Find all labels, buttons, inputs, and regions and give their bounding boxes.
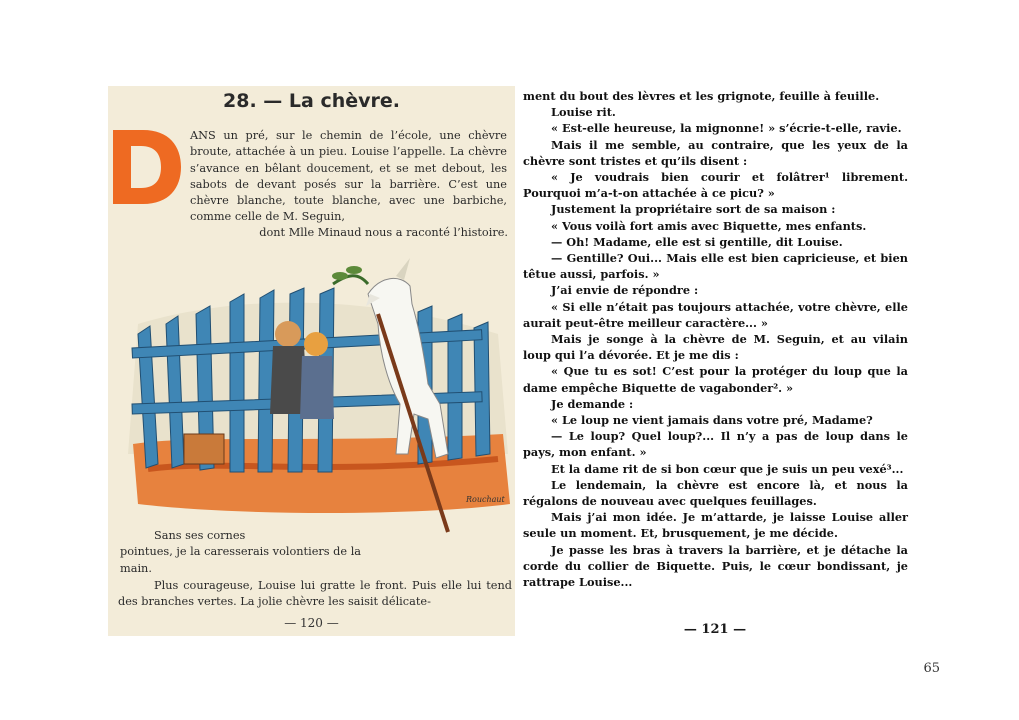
right-paragraph: Mais il me semble, au contraire, que les yeux de la chèvre sont tristes et qu’ils disent :: [523, 137, 908, 168]
right-paragraph: « Je voudrais bien courir et folâtrer¹ librement. Pourquoi m’a-t-on attachée à ce picu? »: [523, 170, 908, 201]
right-paragraph: « Si elle n’était pas toujours attachée, votre chèvre, elle aurait peut-être meilleur caractère... »: [523, 299, 908, 330]
right-paragraph: — Gentille? Oui... Mais elle est bien capricieuse, et bien têtue aussi, parfois. »: [523, 251, 908, 282]
chapter-title: 28. — La chèvre.: [223, 90, 400, 112]
page-number: 65: [923, 661, 940, 676]
right-paragraph: « Est-elle heureuse, la mignonne! » s’écrie-t-elle, ravie.: [551, 121, 902, 136]
svg-text:D: D: [111, 128, 112, 129]
right-paragraph: ment du bout des lèvres et les grignote, feuille à feuille.: [523, 89, 880, 103]
right-paragraph: Et la dame rit de si bon cœur que je suis un peu vexé³...: [551, 461, 904, 476]
right-paragraph: — Oh! Madame, elle est si gentille, dit Louise.: [551, 234, 843, 249]
right-paragraph: Je passe les bras à travers la barrière, et je détache la corde du collier de Biquette. Puis, le cœur bondissant, je rattrape Louise...: [523, 542, 908, 590]
right-paragraph: Justement la propriétaire sort de sa maison :: [551, 202, 836, 217]
right-paragraph: — Le loup? Quel loup?... Il n’y a pas de loup dans le pays, mon enfant. »: [523, 429, 908, 460]
intro-paragraph: ANS un pré, sur le chemin de l’école, une chèvre broute, attachée à un pieu. Louise l’appelle. La chèvre s’avance en bêlant doucement, et se met debout, les sabots de devant posés sur la barrière. C’est une chèvre blanche, toute blanche, avec une barbiche, comme celle de M. Seguin,: [190, 129, 507, 224]
intro-last-line: dont Mlle Minaud nous a raconté l’histoire.: [259, 226, 508, 239]
right-page: [515, 86, 915, 636]
right-paragraph: Mais je songe à la chèvre de M. Seguin, et au vilain loup qui l’a dévorée. Et je me dis :: [523, 332, 908, 363]
right-paragraph: Le lendemain, la chèvre est encore là, et nous la régalons de nouveau avec quelques feuillages.: [523, 477, 908, 509]
right-paragraph: « Que tu es sot! C’est pour la protéger du loup que la dame empêche Biquette de vagabonder². »: [523, 364, 908, 395]
illustrator-signature: Rouchaut: [466, 495, 505, 504]
caption-line-rest: pointues, je la caresserais volontiers de la main.: [120, 545, 362, 575]
left-page: [108, 86, 515, 636]
dropcap-letter: [111, 128, 183, 206]
goat-fence-illustration: [118, 254, 514, 536]
right-paragraph: Mais j’ai mon idée. Je m’attarde, je laisse Louise aller seule un moment. Et, brusquement, je me décide.: [523, 510, 908, 541]
right-paragraph: « Le loup ne vient jamais dans votre pré, Madame?: [551, 413, 873, 428]
left-paragraph: Plus courageuse, Louise lui gratte le front. Puis elle lui tend des branches vertes. La jolie chèvre les saisit délicate-: [118, 579, 512, 609]
right-paragraph: Je demande :: [551, 396, 634, 411]
caption-text: [120, 528, 380, 577]
folio-right: — 121 —: [683, 622, 747, 637]
right-text-body: [523, 88, 908, 590]
folio-left: — 120 —: [284, 616, 339, 630]
caption-line-1: Sans ses cornes: [154, 529, 246, 542]
right-paragraph: « Vous voilà fort amis avec Biquette, mes enfants.: [551, 218, 867, 233]
right-paragraph: Louise rit.: [551, 105, 616, 120]
right-paragraph: J’ai envie de répondre :: [551, 283, 699, 298]
